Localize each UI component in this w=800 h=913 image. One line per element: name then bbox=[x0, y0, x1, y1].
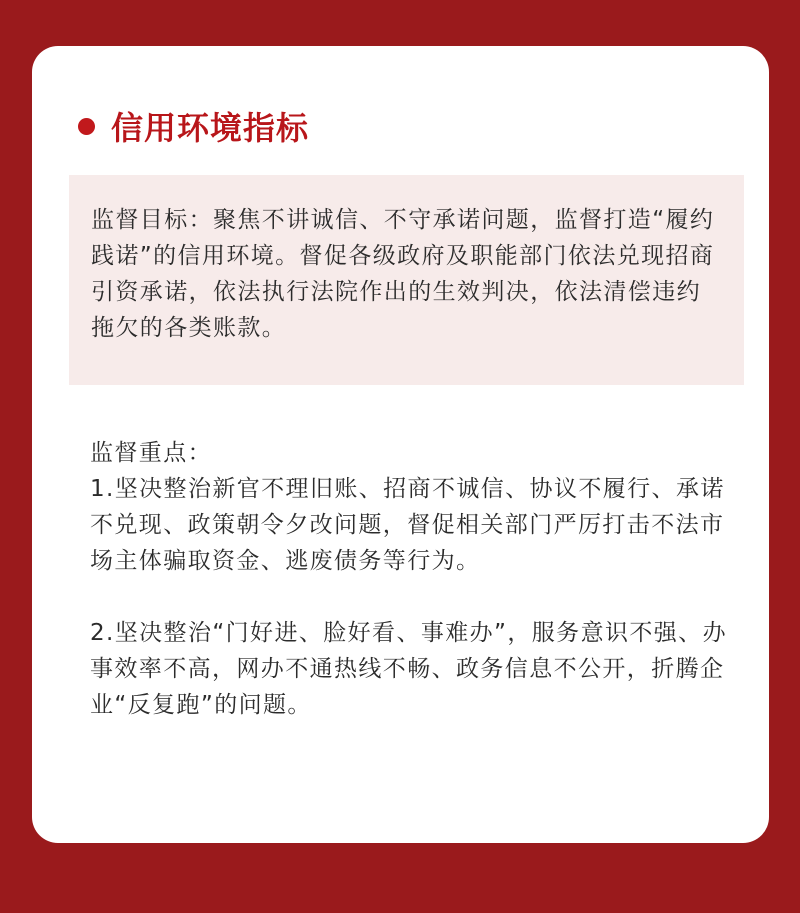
red-dot-icon bbox=[78, 118, 95, 135]
focus-item-2: 2.坚决整治“门好进、脸好看、事难办”，服务意识不强、办事效率不高，网办不通热线不畅、政务信息不公开，折腾企业“反复跑”的问题。 bbox=[90, 620, 727, 718]
content-card bbox=[32, 46, 769, 843]
goal-box bbox=[69, 175, 744, 385]
section-heading bbox=[78, 104, 309, 148]
goal-text: 监督目标：聚焦不讲诚信、不守承诺问题，监督打造“履约践诺”的信用环境。督促各级政府及职能部门依法兑现招商引资承诺，依法执行法院作出的生效判决，依法清偿违约拖欠的各类账款。 bbox=[91, 207, 715, 341]
focus-heading: 监督重点： bbox=[90, 440, 212, 466]
section-title: 信用环境指标 bbox=[111, 109, 310, 147]
focus-section bbox=[90, 435, 730, 723]
focus-item-1: 1.坚决整治新官不理旧账、招商不诚信、协议不履行、承诺不兑现、政策朝令夕改问题，督促相关部门严厉打击不法市场主体骗取资金、逃废债务等行为。 bbox=[90, 476, 725, 574]
